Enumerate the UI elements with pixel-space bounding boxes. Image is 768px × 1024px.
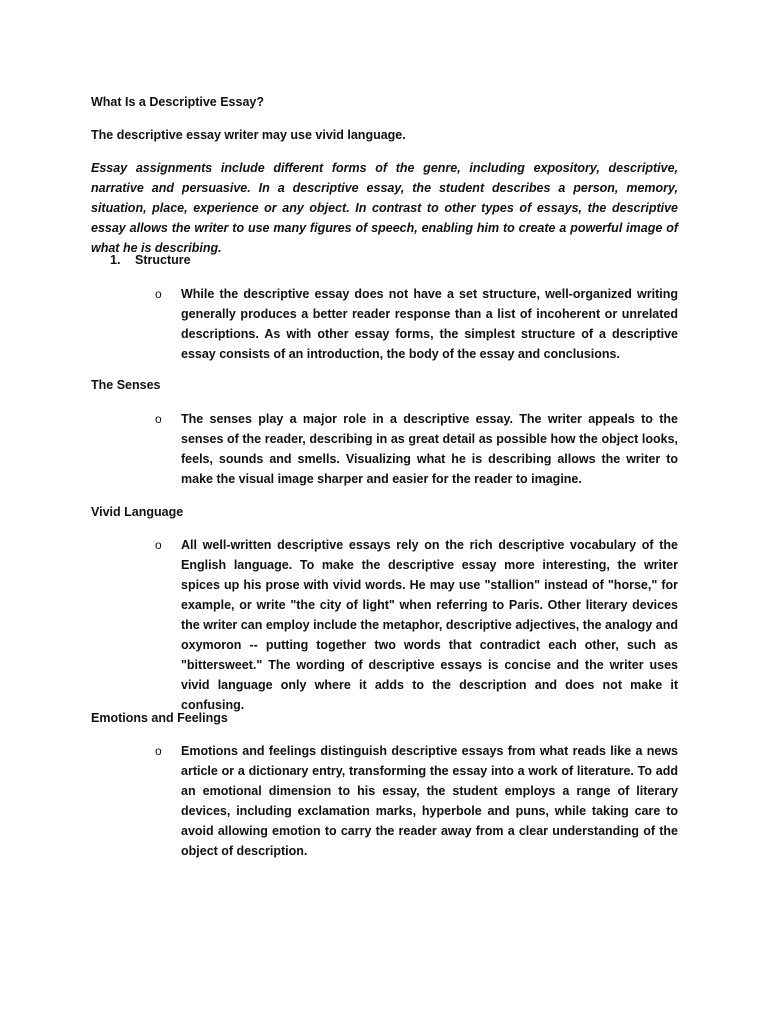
intro-paragraph: Essay assignments include different forms of the genre, including expository, descriptive, narrative and persuasive. In a descriptive essay, the student describes a person, memory, situation, place, experience or any object. In contrast to other types of essays, the descriptive essay allows the writer to use many figures of speech, enabling him to create a powerful image of what he is describing.	[91, 161, 678, 255]
structure-heading-text: Structure	[135, 253, 191, 267]
emotions-heading: Emotions and Feelings	[91, 711, 228, 725]
senses-heading: The Senses	[91, 378, 161, 392]
senses-text: The senses play a major role in a descriptive essay. The writer appeals to the senses of the reader, describing in as great detail as possible how the object looks, feels, sounds and smells. Visualizing what he is describing allows the writer to make the visual image sharper and easier for the reader to imagine.	[181, 412, 678, 486]
emotions-text: Emotions and feelings distinguish descriptive essays from what reads like a news article or a dictionary entry, transforming the essay into a work of literature. To add an emotional dimension to his essay, the student employs a range of literary devices, including exclamation marks, hyperbole and puns, while taking care to avoid allowing emotion to carry the reader away from a clear understanding of the object of description.	[181, 744, 678, 858]
bullet-senses: o	[155, 412, 162, 426]
vivid-text: All well-written descriptive essays rely on the rich descriptive vocabulary of the English language. To make the descriptive essay more interesting, the writer spices up his prose with vivid words. He may use "stallion" instead of "horse," for example, or write "the city of light" when referring to Paris. Other literary devices the writer can employ include the metaphor, descriptive adjectives, the analogy and oxymoron -- putting together two words that contradict each other, such as "bittersweet." The wording of descriptive essays is concise and the writer uses vivid language only where it adds to the description and does not make it confusing.	[181, 538, 678, 712]
doc-title: What Is a Descriptive Essay?	[91, 95, 264, 109]
structure-heading	[110, 250, 191, 270]
bullet-structure: o	[155, 287, 162, 301]
structure-number: 1.	[110, 253, 121, 267]
structure-text: While the descriptive essay does not have a set structure, well-organized writing generally produces a better reader response than a list of incoherent or unrelated descriptions. As with other essay forms, the simplest structure of a descriptive essay consists of an introduction, the body of the essay and conclusions.	[181, 287, 678, 361]
doc-subtitle: The descriptive essay writer may use vivid language.	[91, 128, 406, 142]
vivid-heading: Vivid Language	[91, 505, 184, 519]
bullet-emotions: o	[155, 744, 162, 758]
bullet-vivid: o	[155, 538, 162, 552]
